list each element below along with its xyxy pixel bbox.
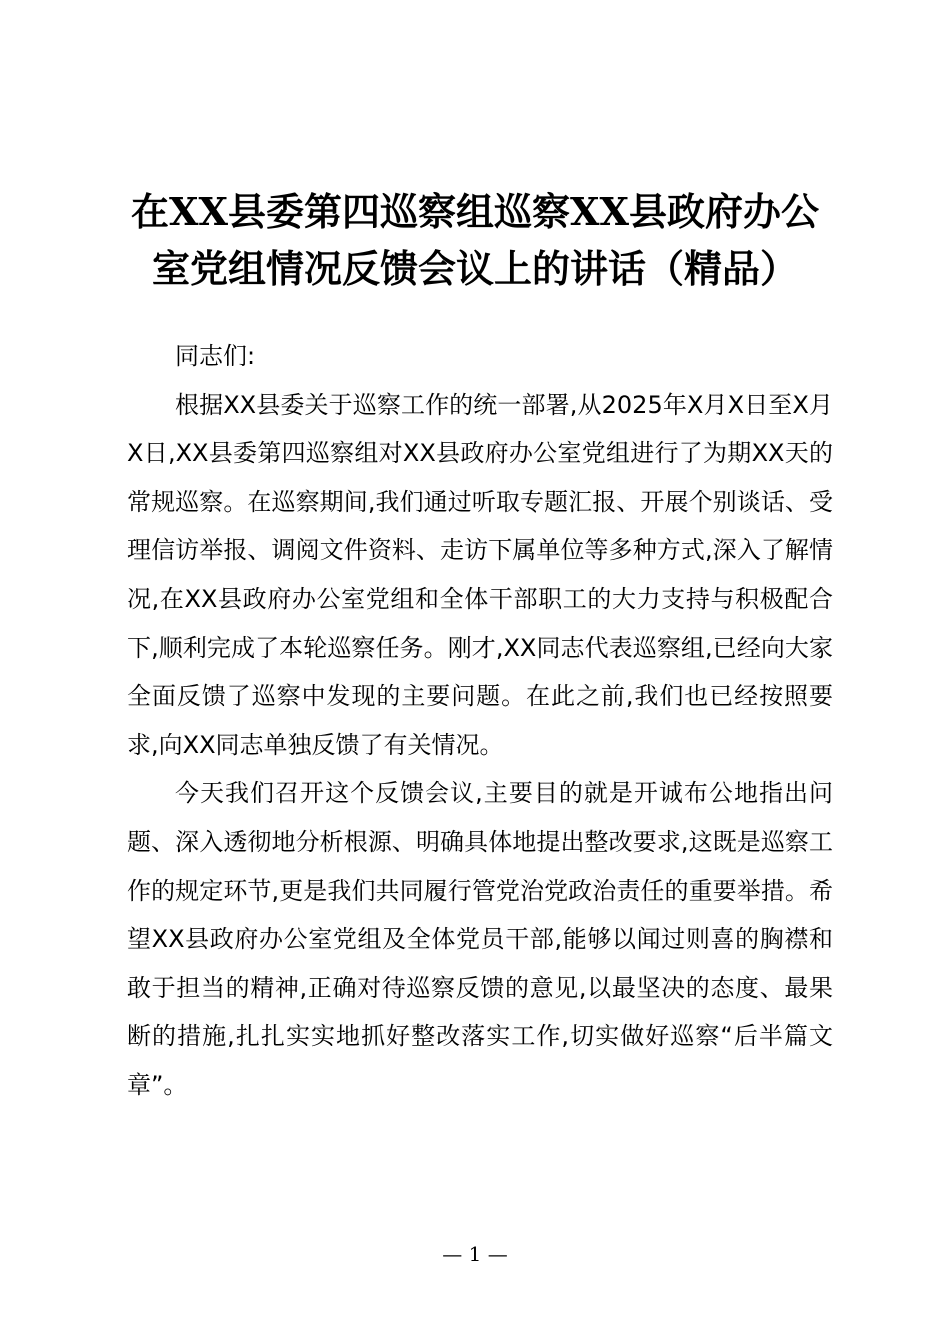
document-title: 在XX县委第四巡察组巡察XX县政府办公室党组情况反馈会议上的讲话（精品） — [131, 189, 819, 291]
body-paragraph: 今天我们召开这个反馈会议,主要目的就是开诚布公地指出问题、深入透彻地分析根源、明确具体地提出整改要求,这既是巡察工作的规定环节,更是我们共同履行管党治党政治责任的重要举措。希望XX县政府办公室党组及全体党员干部,能够以闻过则喜的胸襟和敢于担当的精神,正确对待巡察反馈的意见,以最坚决的态度、最果断的措施,扎扎实实地抓好整改落实工作,切实做好巡察“后半篇文章”。 — [127, 779, 833, 1099]
body-paragraph: 根据XX县委关于巡察工作的统一部署,从2025年X月X日至X月X日,XX县委第四巡察组对XX县政府办公室党组进行了为期XX天的常规巡察。在巡察期间,我们通过听取专题汇报、开展个别谈话、受理信访举报、调阅文件资料、走访下属单位等多种方式,深入了解情况,在XX县政府办公室党组和全体干部职工的大力支持与积极配合下,顺利完成了本轮巡察任务。刚才,XX同志代表巡察组,已经向大家全面反馈了巡察中发现的主要问题。在此之前,我们也已经按照要求,向XX同志单独反馈了有关情况。 — [127, 390, 833, 759]
salutation: 同志们: — [175, 342, 256, 370]
document-body — [127, 332, 833, 1110]
page-number: — 1 — — [442, 1242, 508, 1266]
